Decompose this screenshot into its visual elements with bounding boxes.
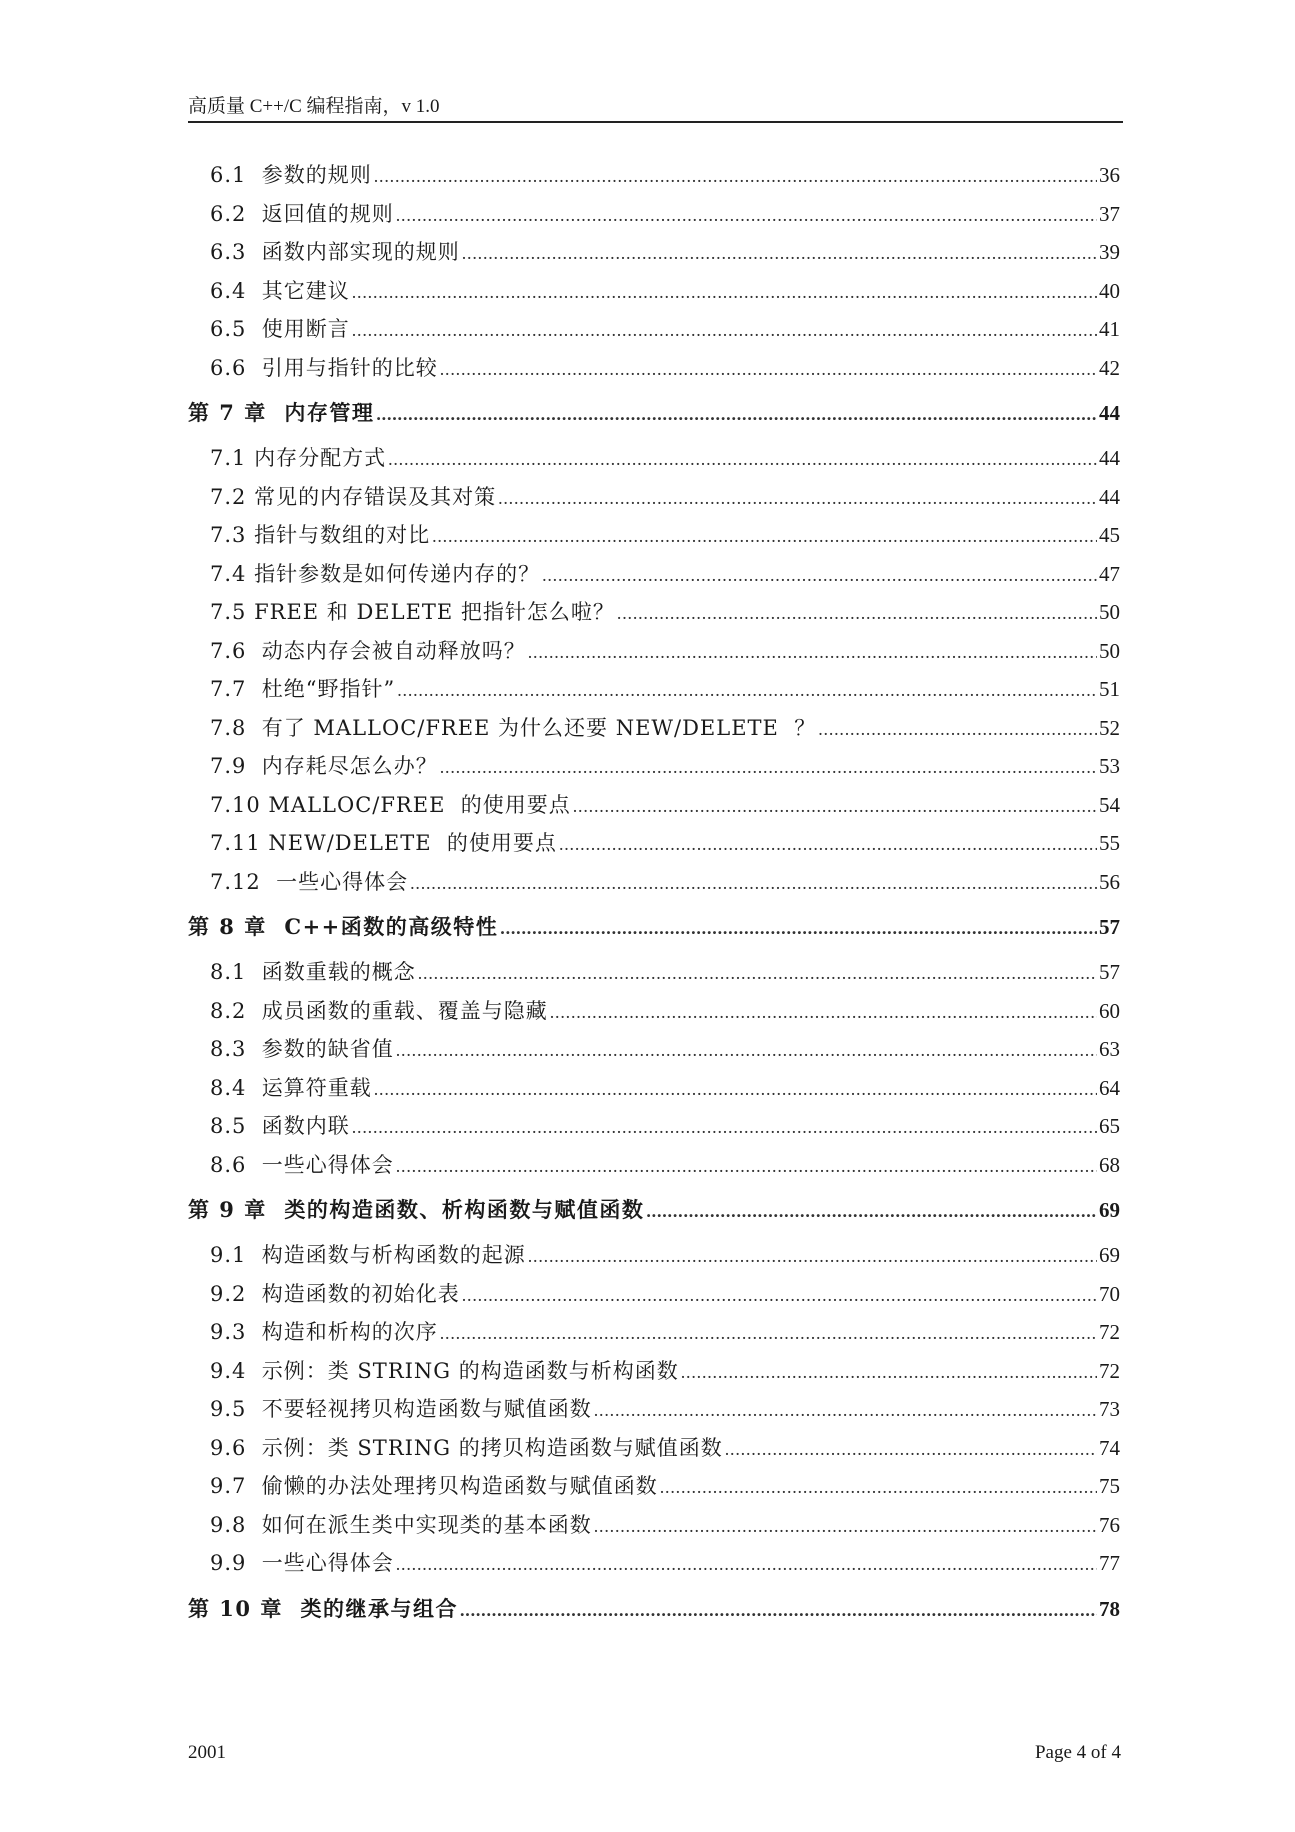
toc-dot-leader <box>646 1184 1097 1237</box>
toc-dot-leader <box>462 233 1097 273</box>
toc-page-number: 75 <box>1099 1474 1120 1498</box>
toc-entry-title: 7.2 常见的内存错误及其对策 <box>210 484 497 509</box>
toc-section-entry[interactable] <box>188 632 1120 671</box>
toc-entry-title: 第 10 章 类的继承与组合 <box>188 1595 458 1621</box>
toc-dot-leader <box>432 516 1097 556</box>
toc-section-entry[interactable] <box>188 1107 1120 1146</box>
toc-entry-title: 9.2 构造函数的初始化表 <box>210 1281 460 1306</box>
toc-section-entry[interactable] <box>188 786 1120 825</box>
toc-section-entry[interactable] <box>188 272 1120 311</box>
toc-dot-leader <box>352 272 1097 312</box>
toc-entry-title: 9.4 示例：类 STRING 的构造函数与析构函数 <box>210 1358 679 1383</box>
toc-page-number: 44 <box>1099 484 1120 509</box>
toc-page-number: 74 <box>1099 1435 1120 1460</box>
toc-page-number: 70 <box>1099 1281 1120 1306</box>
toc-dot-leader <box>550 992 1097 1032</box>
toc-chapter-entry[interactable] <box>188 1583 1120 1635</box>
toc-entry-title: 6.6 引用与指针的比较 <box>210 355 438 380</box>
toc-dot-leader <box>617 593 1097 633</box>
toc-dot-leader <box>440 349 1097 389</box>
toc-page-number: 72 <box>1099 1320 1120 1344</box>
toc-page-number: 37 <box>1099 201 1120 226</box>
toc-section-entry[interactable] <box>188 1030 1120 1069</box>
toc-section-entry[interactable] <box>188 233 1120 272</box>
toc-page-number: 36 <box>1099 163 1120 187</box>
toc-section-entry[interactable] <box>188 1429 1120 1468</box>
toc-section-entry[interactable] <box>188 310 1120 349</box>
toc-entry-title: 9.5 不要轻视拷贝构造函数与赋值函数 <box>210 1397 592 1421</box>
toc-section-entry[interactable] <box>188 863 1120 902</box>
toc-entry-title: 7.5 FREE 和 DELETE 把指针怎么啦？ <box>210 600 615 624</box>
toc-section-entry[interactable] <box>188 1506 1120 1545</box>
toc-page-number: 76 <box>1099 1512 1120 1537</box>
toc-entry-title: 6.4 其它建议 <box>210 278 350 303</box>
toc-section-entry[interactable] <box>188 593 1120 632</box>
footer-year: 2001 <box>188 1742 226 1763</box>
toc-page-number: 77 <box>1099 1551 1120 1575</box>
toc-section-entry[interactable] <box>188 670 1120 709</box>
toc-dot-leader <box>725 1429 1097 1469</box>
toc-page-number: 39 <box>1099 240 1120 264</box>
toc-dot-leader <box>396 1030 1097 1070</box>
toc-entry-title: 7.9 内存耗尽怎么办？ <box>210 754 438 778</box>
toc-page-number: 45 <box>1099 523 1120 547</box>
toc-section-entry[interactable] <box>188 478 1120 517</box>
toc-page-number: 44 <box>1099 446 1120 470</box>
toc-dot-leader <box>818 709 1097 749</box>
toc-page-number: 52 <box>1099 715 1120 740</box>
toc-dot-leader <box>388 439 1097 479</box>
toc-dot-leader <box>440 747 1097 787</box>
toc-entry-title: 7.8 有了 MALLOC/FREE 为什么还要 NEW/DELETE ？ <box>210 715 817 740</box>
toc-entry-title: 7.1 内存分配方式 <box>210 446 387 470</box>
toc-entry-title: 7.7 杜绝“野指针” <box>210 677 396 701</box>
toc-page-number: 60 <box>1099 998 1120 1023</box>
toc-entry-title: 9.7 偷懒的办法处理拷贝构造函数与赋值函数 <box>210 1474 658 1498</box>
toc-page-number: 51 <box>1099 677 1120 701</box>
toc-entry-title: 7.3 指针与数组的对比 <box>210 523 431 547</box>
toc-entry-title: 7.12 一些心得体会 <box>210 869 409 894</box>
toc-page-number: 73 <box>1099 1397 1120 1421</box>
footer-page-label: Page 4 of 4 <box>1034 1742 1121 1763</box>
toc-dot-leader <box>397 670 1097 710</box>
toc-chapter-entry[interactable] <box>188 387 1120 439</box>
toc-section-entry[interactable] <box>188 349 1120 388</box>
toc-section-entry[interactable] <box>188 1467 1120 1506</box>
toc-section-entry[interactable] <box>188 1352 1120 1391</box>
toc-page-number: 68 <box>1099 1152 1120 1177</box>
toc-dot-leader <box>352 310 1097 350</box>
toc-dot-leader <box>462 1275 1097 1315</box>
toc-dot-leader <box>352 1107 1097 1147</box>
toc-section-entry[interactable] <box>188 555 1120 594</box>
running-header: 高质量 C++/C 编程指南，v 1.0 <box>188 96 440 117</box>
toc-page-number: 55 <box>1099 831 1120 855</box>
toc-chapter-entry[interactable] <box>188 901 1120 953</box>
toc-entry-title: 6.3 函数内部实现的规则 <box>210 240 460 264</box>
toc-entry-title: 7.4 指针参数是如何传递内存的？ <box>210 561 541 586</box>
toc-section-entry[interactable] <box>188 1390 1120 1429</box>
toc-entry-title: 8.1 函数重载的概念 <box>210 960 416 984</box>
toc-page-number: 44 <box>1099 401 1120 425</box>
toc-dot-leader <box>528 1236 1097 1276</box>
toc-entry-title: 6.2 返回值的规则 <box>210 201 394 226</box>
toc-page-number: 72 <box>1099 1358 1120 1383</box>
toc-entry-title: 6.1 参数的规则 <box>210 163 372 187</box>
toc-page-number: 63 <box>1099 1037 1120 1061</box>
toc-entry-title: 9.1 构造函数与析构函数的起源 <box>210 1243 526 1267</box>
toc-dot-leader <box>374 156 1097 196</box>
toc-section-entry[interactable] <box>188 709 1120 748</box>
toc-dot-leader <box>396 195 1097 235</box>
toc-page-number: 41 <box>1099 317 1120 341</box>
toc-dot-leader <box>498 478 1097 518</box>
toc-entry-title: 9.3 构造和析构的次序 <box>210 1320 438 1344</box>
toc-page-number: 57 <box>1099 915 1120 939</box>
toc-entry-title: 8.5 函数内联 <box>210 1114 350 1138</box>
toc-section-entry[interactable] <box>188 1275 1120 1314</box>
toc-section-entry[interactable] <box>188 1544 1120 1583</box>
toc-page-number: 78 <box>1099 1596 1120 1621</box>
table-of-contents <box>188 156 1120 1635</box>
toc-dot-leader <box>681 1352 1097 1392</box>
toc-section-entry[interactable] <box>188 439 1120 478</box>
toc-page-number: 54 <box>1099 792 1120 817</box>
toc-dot-leader <box>559 824 1097 864</box>
toc-dot-leader <box>418 953 1097 993</box>
toc-entry-title: 7.11 NEW/DELETE 的使用要点 <box>210 831 557 855</box>
toc-section-entry[interactable] <box>188 992 1120 1031</box>
toc-dot-leader <box>440 1313 1097 1353</box>
toc-dot-leader <box>660 1467 1097 1507</box>
toc-page-number: 47 <box>1099 561 1120 586</box>
toc-entry-title: 6.5 使用断言 <box>210 317 350 341</box>
toc-entry-title: 8.3 参数的缺省值 <box>210 1037 394 1061</box>
toc-page-number: 69 <box>1099 1198 1120 1222</box>
toc-page-number: 50 <box>1099 600 1120 624</box>
toc-page-number: 42 <box>1099 355 1120 380</box>
toc-dot-leader <box>374 1069 1097 1109</box>
toc-section-entry[interactable] <box>188 824 1120 863</box>
toc-entry-title: 第 8 章 C++函数的高级特性 <box>188 914 499 939</box>
toc-section-entry[interactable] <box>188 1313 1120 1352</box>
toc-section-entry[interactable] <box>188 195 1120 234</box>
toc-section-entry[interactable] <box>188 1236 1120 1275</box>
toc-section-entry[interactable] <box>188 1069 1120 1108</box>
toc-dot-leader <box>500 901 1097 954</box>
toc-dot-leader <box>396 1544 1097 1584</box>
toc-page-number: 57 <box>1099 960 1120 984</box>
toc-section-entry[interactable] <box>188 516 1120 555</box>
toc-section-entry[interactable] <box>188 747 1120 786</box>
toc-entry-title: 8.6 一些心得体会 <box>210 1152 394 1177</box>
toc-section-entry[interactable] <box>188 156 1120 195</box>
toc-entry-title: 7.10 MALLOC/FREE 的使用要点 <box>210 792 571 817</box>
toc-chapter-entry[interactable] <box>188 1184 1120 1236</box>
toc-dot-leader <box>594 1506 1097 1546</box>
toc-entry-title: 8.2 成员函数的重载、覆盖与隐藏 <box>210 998 548 1023</box>
toc-page-number: 65 <box>1099 1114 1120 1138</box>
toc-page-number: 69 <box>1099 1243 1120 1267</box>
toc-dot-leader <box>396 1146 1097 1186</box>
toc-entry-title: 9.6 示例：类 STRING 的拷贝构造函数与赋值函数 <box>210 1435 723 1460</box>
toc-dot-leader <box>410 863 1097 903</box>
toc-dot-leader <box>528 632 1097 672</box>
toc-entry-title: 9.8 如何在派生类中实现类的基本函数 <box>210 1512 592 1537</box>
toc-page-number: 50 <box>1099 638 1120 663</box>
toc-entry-title: 8.4 运算符重载 <box>210 1075 372 1100</box>
toc-dot-leader <box>460 1583 1097 1636</box>
toc-dot-leader <box>376 387 1097 440</box>
toc-section-entry[interactable] <box>188 1146 1120 1185</box>
toc-dot-leader <box>573 786 1097 826</box>
toc-entry-title: 第 7 章 内存管理 <box>188 400 375 425</box>
toc-dot-leader <box>542 555 1097 595</box>
header-rule <box>188 121 1123 123</box>
toc-entry-title: 9.9 一些心得体会 <box>210 1551 394 1575</box>
toc-page-number: 56 <box>1099 869 1120 894</box>
toc-page-number: 53 <box>1099 754 1120 778</box>
toc-section-entry[interactable] <box>188 953 1120 992</box>
toc-entry-title: 第 9 章 类的构造函数、析构函数与赋值函数 <box>188 1197 645 1222</box>
toc-entry-title: 7.6 动态内存会被自动释放吗？ <box>210 638 526 663</box>
toc-page-number: 64 <box>1099 1075 1120 1100</box>
toc-page-number: 40 <box>1099 278 1120 303</box>
toc-dot-leader <box>594 1390 1097 1430</box>
